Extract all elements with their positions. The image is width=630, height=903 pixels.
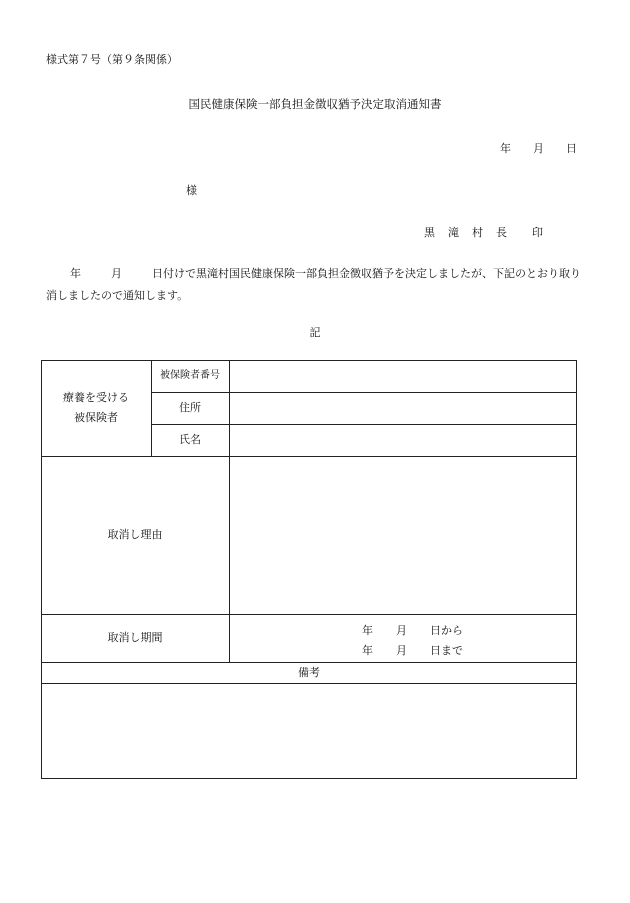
period-to-year: 年 (362, 644, 373, 657)
period-values (362, 621, 463, 661)
issuer-char-4: 長 (496, 226, 507, 239)
insured-group-label (41, 360, 151, 456)
body-text: 日付けで黒滝村国民健康保険一部負担金徴収猶予を決定しましたが、下記のとおり取り消しましたので通知します。 (46, 267, 581, 302)
body-month: 月 (111, 267, 122, 280)
recipient-honorific: 様 (186, 184, 197, 197)
date-year: 年 (500, 142, 511, 155)
form-number: 様式第７号（第９条関係） (46, 53, 178, 66)
body-year: 年 (70, 267, 81, 280)
issuer (424, 224, 543, 240)
period-to-month: 月 (396, 644, 407, 657)
ki-heading: 記 (309, 326, 321, 339)
remarks-field[interactable] (42, 684, 576, 778)
date-day: 日 (566, 142, 577, 155)
period-from-year: 年 (362, 624, 373, 637)
issuer-char-2: 滝 (448, 226, 459, 239)
address-field[interactable] (230, 393, 576, 424)
date-month: 月 (533, 142, 544, 155)
issuer-char-3: 村 (472, 226, 483, 239)
reason-field[interactable] (230, 457, 576, 614)
insured-number-label: 被保険者番号 (160, 370, 220, 381)
remarks-label: 備考 (298, 665, 320, 679)
reason-label: 取消し理由 (107, 528, 163, 541)
period-to-suffix: 日まで (430, 644, 463, 657)
notice-body (46, 263, 586, 307)
date-line (500, 140, 577, 156)
document-title: 国民健康保険一部負担金徴収猶予決定取消通知書 (188, 97, 442, 111)
period-from (362, 621, 463, 641)
name-label: 氏名 (179, 433, 201, 446)
period-from-month: 月 (396, 624, 407, 637)
insured-group-label-line1: 療養を受ける (63, 391, 129, 404)
insured-group-label-line2: 被保険者 (74, 411, 118, 424)
period-to (362, 641, 463, 661)
seal-mark: 印 (532, 226, 543, 239)
issuer-char-1: 黒 (424, 226, 435, 239)
address-label: 住所 (179, 401, 201, 414)
period-from-suffix: 日から (430, 624, 463, 637)
name-field[interactable] (230, 425, 576, 456)
insured-number-field[interactable] (230, 361, 576, 392)
period-label: 取消し期間 (107, 631, 163, 644)
